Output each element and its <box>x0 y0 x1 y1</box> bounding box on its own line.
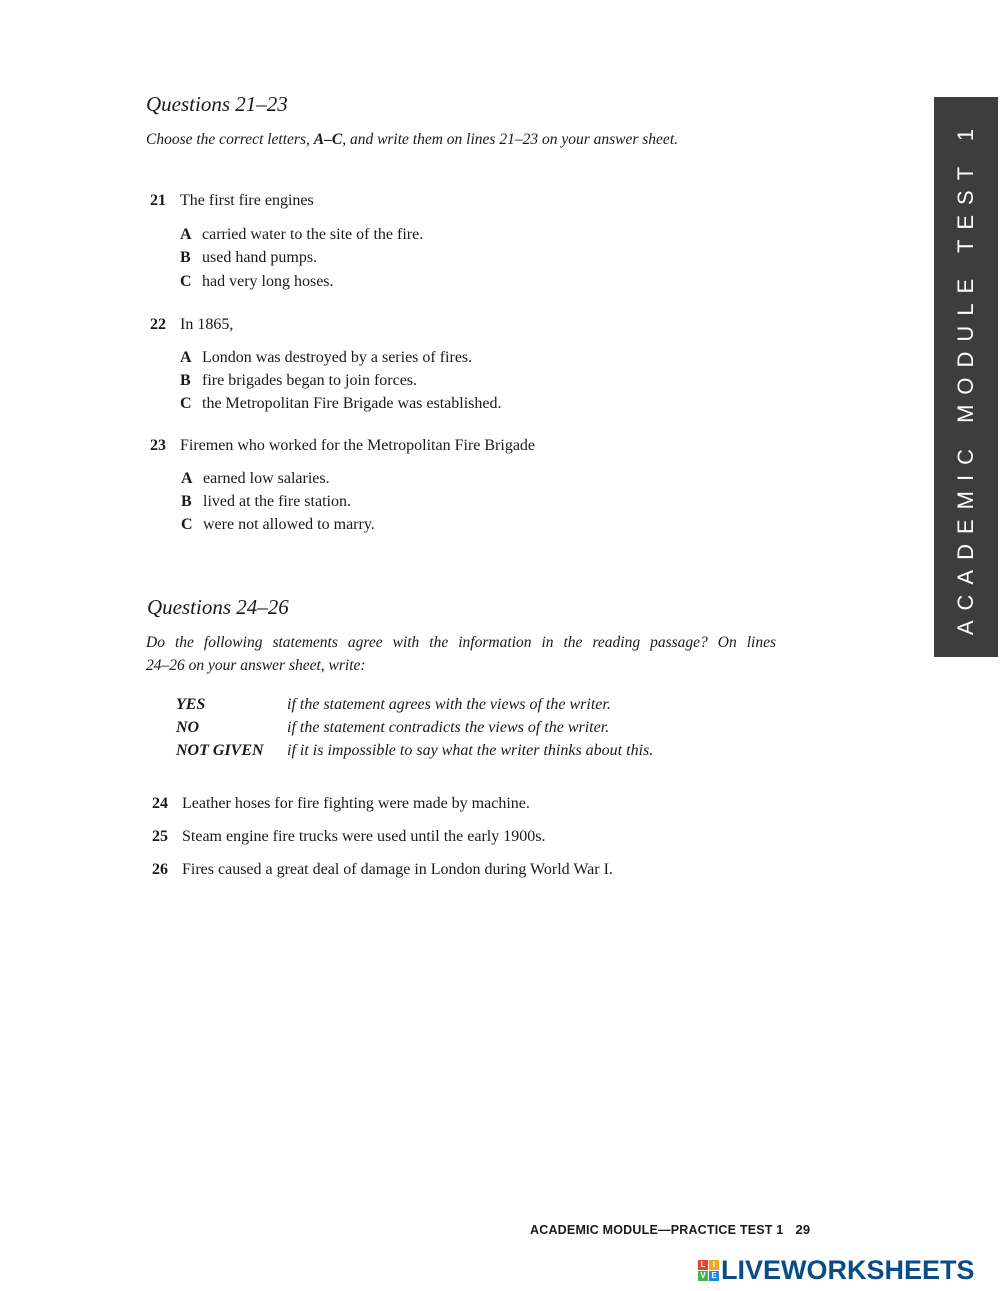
question-number: 23 <box>150 437 166 454</box>
section-sidebar-tab <box>934 97 998 657</box>
question-number: 22 <box>150 316 166 333</box>
instruction-text: , and write them on lines 21–23 on your answer sheet. <box>342 131 678 148</box>
question-number: 26 <box>152 861 168 878</box>
option-letter: B <box>181 493 192 510</box>
option-letter: C <box>180 395 192 412</box>
question-text: In 1865, <box>180 316 234 333</box>
option-text: lived at the fire station. <box>203 493 351 510</box>
key-label: NOT GIVEN <box>176 742 264 759</box>
logo-cell: E <box>709 1271 719 1281</box>
option-text: were not allowed to marry. <box>203 516 375 533</box>
key-description: if it is impossible to say what the writer thinks about this. <box>287 742 654 759</box>
option-text: earned low salaries. <box>203 470 330 487</box>
option-text: London was destroyed by a series of fires. <box>202 349 473 366</box>
section-instruction-21-23 <box>146 128 678 151</box>
logo-cell: L <box>698 1260 708 1270</box>
question-number: 24 <box>152 795 168 812</box>
option-text: fire brigades began to join forces. <box>202 372 418 389</box>
option-letter: B <box>180 249 191 266</box>
key-description: if the statement agrees with the views of the writer. <box>287 696 611 713</box>
question-number: 25 <box>152 828 168 845</box>
instruction-line-1: Do the following statements agree with the information in the reading passage? On lines <box>146 634 776 651</box>
liveworksheets-watermark <box>698 1256 975 1284</box>
option-letter: C <box>181 516 193 533</box>
option-text: used hand pumps. <box>202 249 318 266</box>
footer-label: ACADEMIC MODULE—PRACTICE TEST 1 <box>530 1223 784 1237</box>
section-heading-24-26: Questions 24–26 <box>147 595 289 619</box>
page-number: 29 <box>795 1222 811 1237</box>
instruction-line-2: 24–26 on your answer sheet, write: <box>146 657 366 674</box>
section-heading-21-23: Questions 21–23 <box>146 92 288 116</box>
instruction-letters: A–C <box>313 131 343 148</box>
sidebar-label: ACADEMIC MODULE TEST 1 <box>953 118 978 636</box>
option-letter: A <box>180 349 192 366</box>
question-text: Leather hoses for fire fighting were made by machine. <box>182 795 530 812</box>
logo-cell: V <box>698 1271 708 1281</box>
liveworksheets-logo-icon <box>698 1260 719 1281</box>
option-text: carried water to the site of the fire. <box>202 226 424 243</box>
question-text: The first fire engines <box>180 192 314 209</box>
option-letter: B <box>180 372 191 389</box>
section-instruction-24-26 <box>146 631 776 677</box>
option-letter: A <box>180 226 192 243</box>
question-text: Fires caused a great deal of damage in London during World War I. <box>182 861 613 878</box>
page-footer <box>530 1222 810 1237</box>
key-label: YES <box>176 696 206 713</box>
option-text: had very long hoses. <box>202 273 334 290</box>
key-label: NO <box>176 719 200 736</box>
option-text: the Metropolitan Fire Brigade was established. <box>202 395 502 412</box>
watermark-text: LIVEWORKSHEETS <box>721 1254 975 1285</box>
key-description: if the statement contradicts the views of the writer. <box>287 719 610 736</box>
option-letter: C <box>180 273 192 290</box>
logo-cell: I <box>709 1260 719 1270</box>
option-letter: A <box>181 470 193 487</box>
question-text: Steam engine fire trucks were used until the early 1900s. <box>182 828 546 845</box>
question-text: Firemen who worked for the Metropolitan Fire Brigade <box>180 437 536 454</box>
instruction-text: Choose the correct letters, <box>146 131 314 148</box>
question-number: 21 <box>150 192 166 209</box>
